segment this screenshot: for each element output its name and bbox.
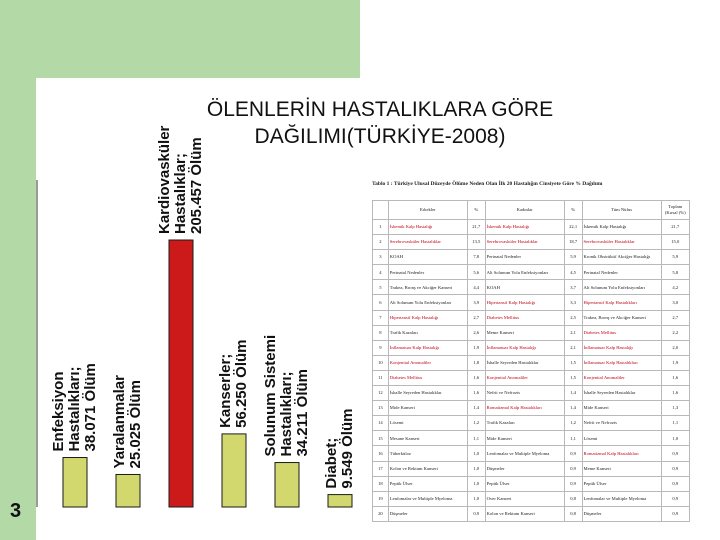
table-cell: 0,9 <box>564 446 582 461</box>
bar-label-5-line-2: Hastalıkları; <box>278 371 295 457</box>
table-cell: Düşmeler <box>582 506 661 521</box>
table-cell: 3,0 <box>661 295 689 310</box>
table-cell: Mesane Kanseri <box>388 431 467 446</box>
table-cell: 1,0 <box>467 476 485 491</box>
table-cell: Kronik Obstrüktif Akciğer Hastalığı <box>582 250 661 265</box>
table-cell: 1,0 <box>467 491 485 506</box>
table-cell: 1,1 <box>564 431 582 446</box>
table-cell: 1,1 <box>467 431 485 446</box>
table-cell: 3,3 <box>564 295 582 310</box>
table-cell: Hipertansif Kalp Hastalığı <box>485 295 564 310</box>
table-header-cell <box>373 201 389 220</box>
table-cell: 4,4 <box>467 280 485 295</box>
table-cell: 1,9 <box>467 340 485 355</box>
bar-6 <box>328 495 352 507</box>
table-row <box>373 265 690 280</box>
table-cell: 19 <box>373 491 389 506</box>
table-cell: 0,9 <box>661 461 689 476</box>
table-cell: 1,0 <box>467 461 485 476</box>
table-row <box>373 476 690 491</box>
bar-label-2 <box>111 375 144 469</box>
table-cell: Hipertansif Kalp Hastalıkları <box>582 295 661 310</box>
table-row <box>373 310 690 325</box>
table-cell: Tüberküloz <box>388 446 467 461</box>
table-row <box>373 295 690 310</box>
table-row <box>373 506 690 521</box>
table-cell: Alt Solunum Yolu Enfeksiyonları <box>388 295 467 310</box>
table-cell: 1,4 <box>467 401 485 416</box>
table-cell: Trakea, Bronş ve Akciğer Kanseri <box>582 310 661 325</box>
bar-label-6-line-1: Diabet; <box>323 437 340 489</box>
bar-label-4-line-2: 56.250 Ölüm <box>233 339 250 428</box>
table-cell: Diabetes Mellitus <box>485 310 564 325</box>
table-cell: Mide Kanseri <box>582 401 661 416</box>
table-cell: 0,9 <box>661 506 689 521</box>
table-cell: 5,9 <box>564 250 582 265</box>
table-cell: Nefrit ve Nefrozis <box>485 386 564 401</box>
table-cell: 15,0 <box>661 235 689 250</box>
table-cell: 22,1 <box>564 220 582 235</box>
table-row <box>373 340 690 355</box>
table-cell: Hipertansif Kalp Hastalığı <box>388 310 467 325</box>
table-cell: 0,8 <box>564 491 582 506</box>
table-row <box>373 235 690 250</box>
table-cell: 0,9 <box>564 461 582 476</box>
table-cell: Trafik Kazaları <box>485 416 564 431</box>
table-row <box>373 401 690 416</box>
table-cell: İnflamatuar Kalp Hastalığı <box>388 340 467 355</box>
table-cell: 0,9 <box>661 446 689 461</box>
table-cell: 1,4 <box>564 401 582 416</box>
table-cell: 18,7 <box>564 235 582 250</box>
table-row <box>373 250 690 265</box>
table-cell: 1 <box>373 220 389 235</box>
table-cell: Alt Solunum Yolu Enfeksiyonları <box>582 280 661 295</box>
bar-label-1-line-2: Hastalıkları; <box>66 366 83 452</box>
table-cell: Kolon ve Rektum Kanseri <box>388 461 467 476</box>
table-cell: 1,2 <box>564 416 582 431</box>
table-row <box>373 491 690 506</box>
table-cell: 12 <box>373 386 389 401</box>
table-cell: 1,6 <box>467 370 485 385</box>
bar-label-6-line-2: 9.549 Ölüm <box>339 408 356 489</box>
table-cell: Perinatal Nedenler <box>582 265 661 280</box>
table-row <box>373 446 690 461</box>
table-cell: İskemik Kalp Hastalığı <box>582 220 661 235</box>
table-cell: Konjenital Anomaliler <box>485 370 564 385</box>
table-cell: 3 <box>373 250 389 265</box>
table-cell: KOAH <box>485 280 564 295</box>
table-cell: 5,9 <box>661 250 689 265</box>
table-header-cell: Toplam (Kırsal (%) <box>661 201 689 220</box>
table-header-cell: Kadınlar <box>485 201 564 220</box>
bar-2 <box>116 474 140 507</box>
table-cell: 2,1 <box>564 325 582 340</box>
table-cell: Diabetes Mellitus <box>388 370 467 385</box>
bar-label-3-line-2: Hastalıklar; <box>172 153 189 234</box>
table-cell: 2,0 <box>661 340 689 355</box>
table-cell: Konjenital Anomaliler <box>582 370 661 385</box>
green-header-block <box>0 0 360 78</box>
table-cell: 10 <box>373 355 389 370</box>
table-cell: 16 <box>373 446 389 461</box>
table-cell: İnflamatuar Kalp Hastalığı <box>582 340 661 355</box>
table-cell: İshalle Seyreden Hastalıklar <box>582 386 661 401</box>
table-cell: 1,6 <box>661 386 689 401</box>
table-cell: 13,5 <box>467 235 485 250</box>
table-cell: Perinatal Nedenler <box>388 265 467 280</box>
table-cell: 7 <box>373 310 389 325</box>
table-cell: 20 <box>373 506 389 521</box>
table-cell: 2 <box>373 235 389 250</box>
table-cell: 21,7 <box>467 220 485 235</box>
table-row <box>373 416 690 431</box>
data-table-panel <box>370 180 692 528</box>
table-cell: 0,9 <box>661 491 689 506</box>
page-number: 3 <box>10 500 22 522</box>
table-row <box>373 461 690 476</box>
table-body <box>373 220 690 522</box>
bar-label-2-line-2: 25.025 Ölüm <box>127 380 144 469</box>
table-cell: 1,3 <box>661 401 689 416</box>
table-cell: 0,9 <box>661 476 689 491</box>
bar-5 <box>275 463 299 507</box>
table-cell: 11 <box>373 370 389 385</box>
table-cell: 9 <box>373 340 389 355</box>
table-cell: Lösemi <box>388 416 467 431</box>
table-cell: 17 <box>373 461 389 476</box>
bar-label-5-line-3: 34.211 Ölüm <box>294 368 311 457</box>
table-cell: 1,5 <box>564 355 582 370</box>
table-header-cell: Tüm Nüfus <box>582 201 661 220</box>
data-table <box>372 200 690 522</box>
table-cell: 6 <box>373 295 389 310</box>
table-cell: Kolon ve Rektum Kanseri <box>485 506 564 521</box>
bar-4 <box>222 434 246 507</box>
bar-3 <box>169 240 193 507</box>
table-cell: 4,2 <box>661 280 689 295</box>
table-cell: Over Kanseri <box>485 491 564 506</box>
table-cell: 0,8 <box>564 506 582 521</box>
table-cell: İnflamatuar Kalp Hastalığı <box>485 340 564 355</box>
table-cell: 2,7 <box>661 310 689 325</box>
table-cell: Mide Kanseri <box>485 431 564 446</box>
table-cell: Serebrovasküler Hastalıklar <box>582 235 661 250</box>
bar-label-4-line-1: Kanserler; <box>217 353 234 428</box>
table-cell: Düşmeler <box>485 461 564 476</box>
table-cell: 1,0 <box>467 446 485 461</box>
bar-label-5-line-1: Solunum Sistemi <box>262 334 279 457</box>
table-row <box>373 220 690 235</box>
table-row <box>373 355 690 370</box>
table-cell: 2,5 <box>564 310 582 325</box>
table-cell: İnflamatuar Kalp Hastalıkları <box>582 355 661 370</box>
table-cell: Düşmeler <box>388 506 467 521</box>
table-header-cell: % <box>564 201 582 220</box>
table-cell: 2,2 <box>661 325 689 340</box>
bar-chart <box>37 125 367 510</box>
bar-label-1 <box>50 363 99 451</box>
table-header-row <box>373 201 690 220</box>
bar-label-1-line-3: 38.071 Ölüm <box>82 363 99 452</box>
table-cell: 18 <box>373 476 389 491</box>
table-cell: İshalle Seyreden Hastalıklar <box>388 386 467 401</box>
table-cell: 1,9 <box>661 355 689 370</box>
table-cell: 4 <box>373 265 389 280</box>
table-row <box>373 386 690 401</box>
table-cell: 8 <box>373 325 389 340</box>
table-cell: 1,6 <box>467 386 485 401</box>
table-cell: 1,8 <box>467 355 485 370</box>
table-cell: 21,7 <box>661 220 689 235</box>
table-header-cell: Erkekler <box>388 201 467 220</box>
table-cell: Perinatal Nedenler <box>485 250 564 265</box>
table-cell: 5,8 <box>661 265 689 280</box>
table-cell: Lenfomalar ve Multiple Myeloma <box>582 491 661 506</box>
table-cell: 14 <box>373 416 389 431</box>
table-cell: 3,9 <box>467 295 485 310</box>
slide-title-line2: DAĞILIMI(TÜRKİYE-2008) <box>254 125 506 148</box>
table-cell: 2,7 <box>467 310 485 325</box>
bar-label-3-line-3: 205.457 Ölüm <box>188 137 205 234</box>
green-left-bar <box>0 0 36 540</box>
table-cell: Lenfomalar ve Multiple Myeloma <box>485 446 564 461</box>
table-cell: 1,0 <box>661 431 689 446</box>
bar-label-2-line-1: Yaralanmalar <box>111 375 128 469</box>
table-header-cell: % <box>467 201 485 220</box>
table-cell: Meme Kanseri <box>485 325 564 340</box>
table-cell: 0,9 <box>564 476 582 491</box>
table-cell: 4,5 <box>564 265 582 280</box>
table-cell: 1,1 <box>661 416 689 431</box>
table-cell: Trakea, Bronş ve Akciğer Kanseri <box>388 280 467 295</box>
table-cell: Meme Kanseri <box>582 461 661 476</box>
bar-label-3-line-1: Kardiovasküler <box>156 125 173 234</box>
table-cell: 15 <box>373 431 389 446</box>
bar-label-1-line-1: Enfeksiyon <box>50 371 67 452</box>
table-cell: 2,6 <box>467 325 485 340</box>
table-cell: Nefrit ve Nefrozis <box>582 416 661 431</box>
table-cell: 1,2 <box>467 416 485 431</box>
table-cell: Romatizmal Kalp Hastalıkları <box>485 401 564 416</box>
table-cell: İskemik Kalp Hastalığı <box>485 220 564 235</box>
table-cell: 2,1 <box>564 340 582 355</box>
table-cell: Romatizmal Kalp Hastalıkları <box>582 446 661 461</box>
table-cell: 3,7 <box>564 280 582 295</box>
slide-title-line1: ÖLENLERİN HASTALIKLARA GÖRE <box>206 98 554 121</box>
table-cell: 0,9 <box>467 506 485 521</box>
table-cell: Serebrovasküler Hastalıklar <box>485 235 564 250</box>
table-row <box>373 370 690 385</box>
table-cell: Alt Solunum Yolu Enfeksiyonları <box>485 265 564 280</box>
table-cell: KOAH <box>388 250 467 265</box>
table-cell: Peptik Ülser <box>582 476 661 491</box>
table-cell: 13 <box>373 401 389 416</box>
table-cell: 5,6 <box>467 265 485 280</box>
table-cell: 5 <box>373 280 389 295</box>
table-row <box>373 325 690 340</box>
table-cell: Mide Kanseri <box>388 401 467 416</box>
table-cell: 1,6 <box>661 370 689 385</box>
table-cell: Serebrovasküler Hastalıklar <box>388 235 467 250</box>
table-cell: İshalle Seyreden Hastalıklar <box>485 355 564 370</box>
table-cell: Konjenital Anomaliler <box>388 355 467 370</box>
table-cell: 1,5 <box>564 370 582 385</box>
table-cell: İskemik Kalp Hastalığı <box>388 220 467 235</box>
table-cell: Diabetes Mellitus <box>582 325 661 340</box>
table-cell: Lenfomalar ve Multiple Myeloma <box>388 491 467 506</box>
bar-1 <box>63 458 87 507</box>
table-title: Tablo 1 : Türkiye Ulusal Düzeyde Ölüme Neden Olan İlk 20 Hastalığın Cinsiyete Göre % Dağılımı <box>372 181 603 187</box>
table-cell: 1,4 <box>564 386 582 401</box>
table-cell: Lösemi <box>582 431 661 446</box>
table-row <box>373 431 690 446</box>
table-row <box>373 280 690 295</box>
table-cell: Peptik Ülser <box>485 476 564 491</box>
table-cell: Peptik Ülser <box>388 476 467 491</box>
table-cell: Trafik Kazaları <box>388 325 467 340</box>
table-cell: 7,8 <box>467 250 485 265</box>
